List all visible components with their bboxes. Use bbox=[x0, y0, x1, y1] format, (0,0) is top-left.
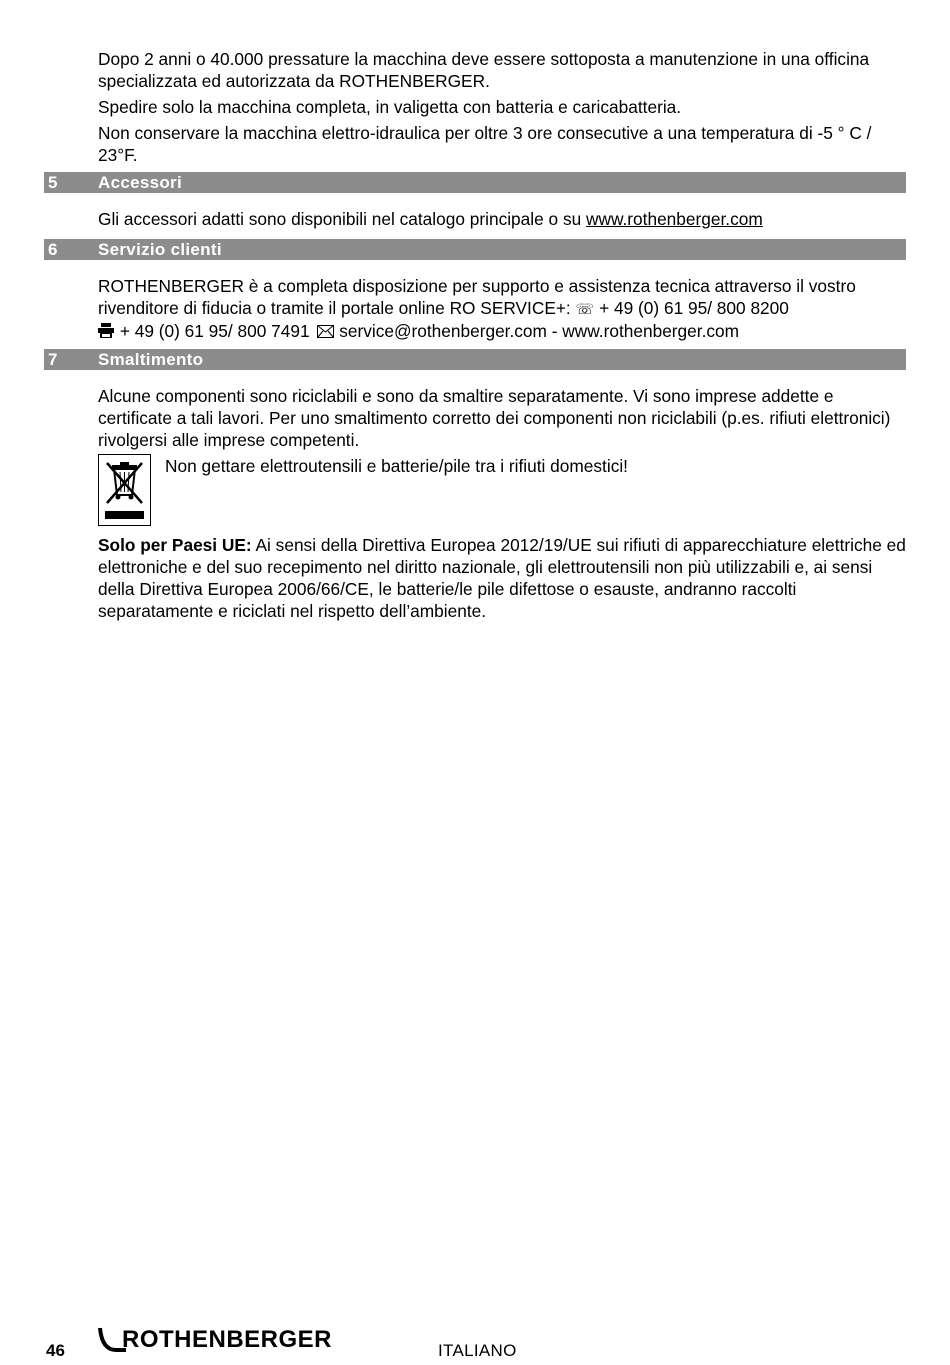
section-header-servizio-clienti bbox=[44, 239, 906, 260]
section-body-servizio-clienti bbox=[98, 275, 906, 342]
rothenberger-logo bbox=[96, 1320, 346, 1360]
smaltimento-text: Alcune componenti sono riciclabili e sono da smaltire separatamente. Vi sono imprese addette e certificate a tali lavori. Per uno smaltimento corretto dei componenti non riciclabili (p.es. rifiuti elettronici) rivolgersi alle imprese competenti. bbox=[98, 386, 891, 450]
section-body-smaltimento bbox=[98, 385, 906, 451]
section-title: Servizio clienti bbox=[98, 240, 222, 259]
servizio-text bbox=[98, 275, 906, 342]
eu-label: Solo per Paesi UE: bbox=[98, 535, 252, 555]
eu-directive-text bbox=[98, 534, 906, 622]
eu-text: Ai sensi della Direttiva Europea 2012/19/UE sui rifiuti di apparecchiature elettriche ed elettroniche e del suo recepimento nel diritto nazionale, gli elettroutensili non più utilizzabili e, ai sensi della Direttiva Europea 2006/66/CE, le batterie/le pile difettose o esauste, andranno raccolti separatamente e riciclati nel rispetto dell’ambiente. bbox=[98, 535, 906, 621]
rothenberger-website-link[interactable]: www.rothenberger.com bbox=[586, 209, 763, 229]
section-number: 5 bbox=[48, 173, 58, 192]
weee-bin-icon bbox=[98, 454, 151, 526]
section-number: 7 bbox=[48, 350, 58, 369]
logo-text: ROTHENBERGER bbox=[122, 1326, 333, 1353]
intro-paragraph-maintenance: Dopo 2 anni o 40.000 pressature la macchina deve essere sottoposta a manutenzione in una officina specializzata ed autorizzata da ROTHENBERGER. bbox=[98, 49, 870, 91]
section-number: 6 bbox=[48, 240, 58, 259]
section-title: Smaltimento bbox=[98, 350, 204, 369]
phone-icon: ☏ bbox=[575, 300, 595, 318]
phone-number: + 49 (0) 61 95/ 800 8200 bbox=[599, 298, 789, 318]
footer-language: ITALIANO bbox=[438, 1341, 517, 1360]
fax-number: + 49 (0) 61 95/ 800 7491 bbox=[119, 321, 310, 341]
weee-note-block bbox=[165, 455, 905, 477]
weee-note: Non gettare elettroutensili e batterie/pile tra i rifiuti domestici! bbox=[165, 456, 628, 476]
section-body-accessori bbox=[98, 208, 906, 230]
intro-paragraph-shipping: Spedire solo la macchina completa, in valigetta con batteria e caricabatteria. bbox=[98, 97, 682, 117]
eu-directive-block bbox=[98, 534, 906, 622]
accessori-text-body: Gli accessori adatti sono disponibili nel catalogo principale o su bbox=[98, 209, 586, 229]
fax-icon bbox=[97, 323, 115, 338]
contact-email-web[interactable]: service@rothenberger.com - www.rothenberger.com bbox=[339, 321, 740, 341]
servizio-text-body: ROTHENBERGER è a completa disposizione per supporto e assistenza tecnica attraverso il vostro rivenditore di fiducia o tramite il portale online RO SERVICE+: bbox=[98, 276, 856, 318]
accessori-text bbox=[98, 208, 906, 230]
section-header-smaltimento bbox=[44, 349, 906, 370]
mail-icon bbox=[317, 325, 334, 338]
intro-block bbox=[98, 48, 906, 166]
section-title: Accessori bbox=[98, 173, 182, 192]
intro-paragraph-storage: Non conservare la macchina elettro-idraulica per oltre 3 ore consecutive a una temperatura di -5 ° C / 23°F. bbox=[98, 123, 872, 165]
section-header-accessori bbox=[44, 172, 906, 193]
page-number: 46 bbox=[46, 1341, 65, 1360]
